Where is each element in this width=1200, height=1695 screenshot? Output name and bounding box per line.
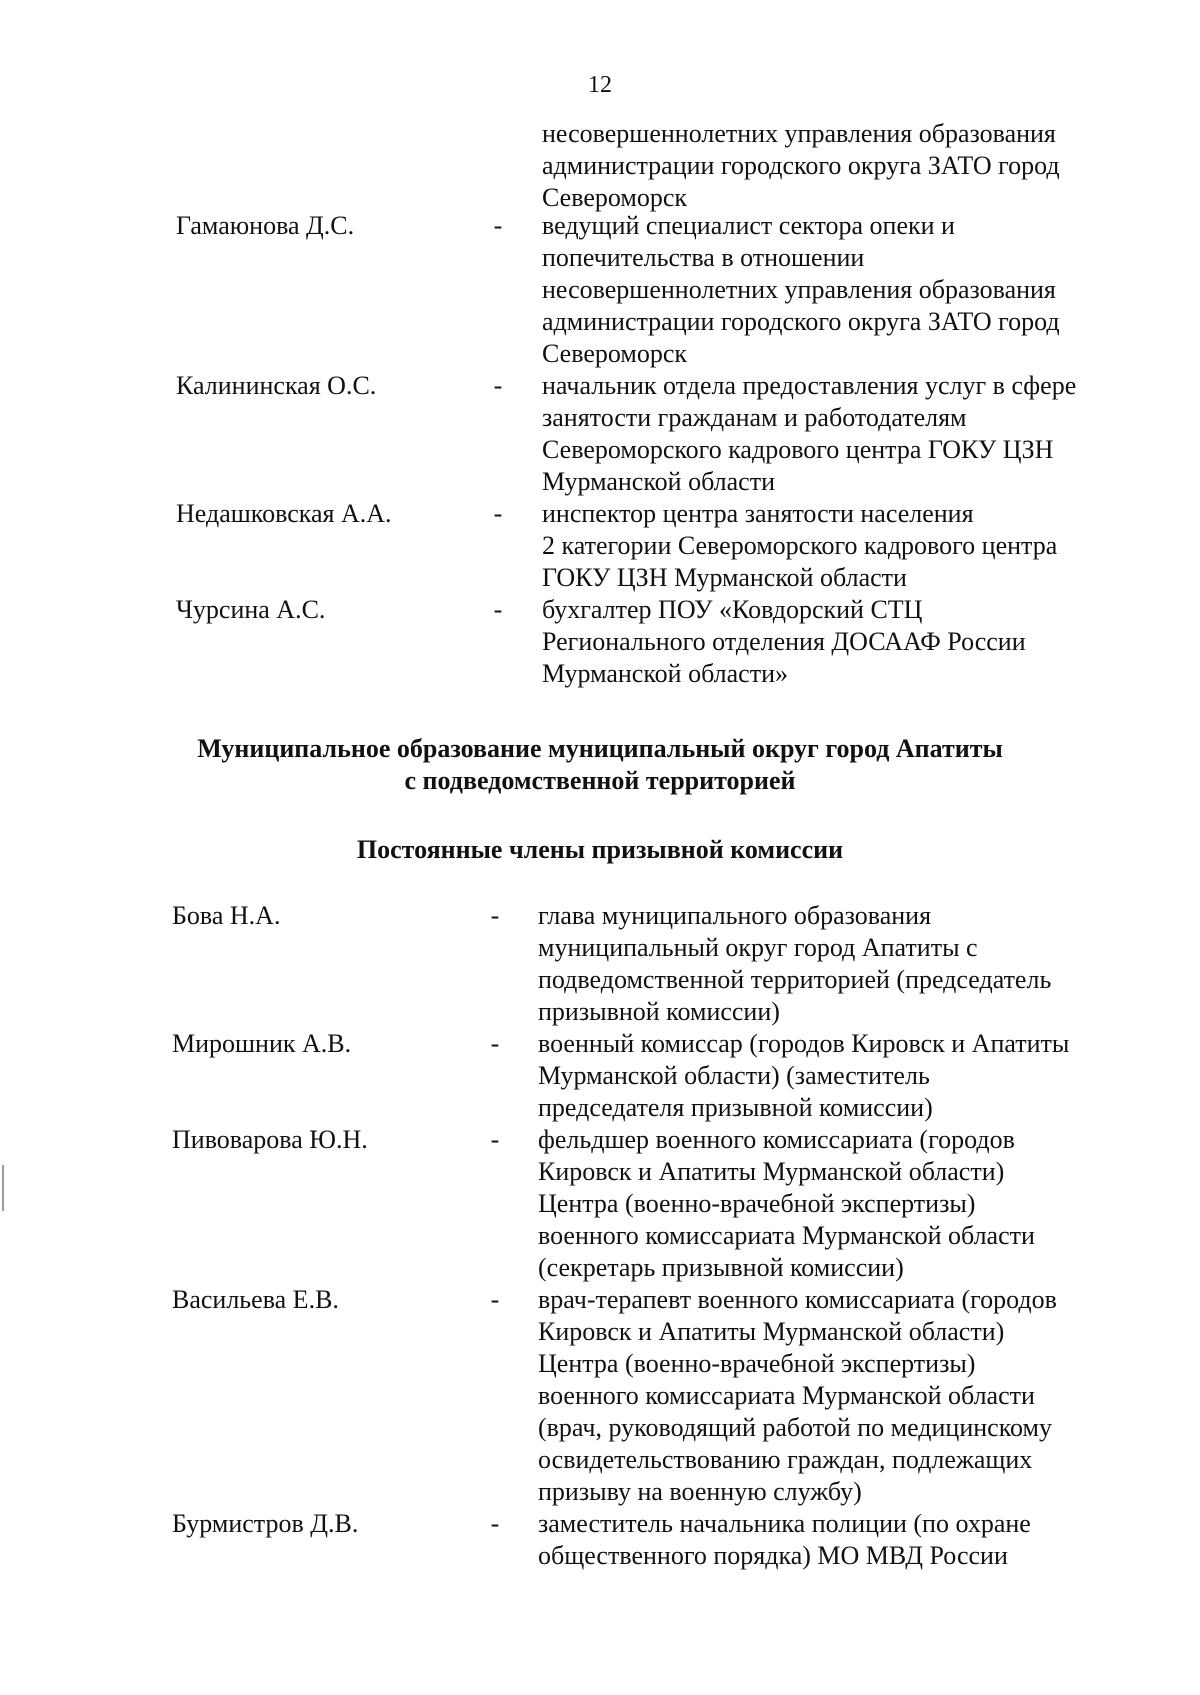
member-row: [0, 1284, 1200, 1508]
section-heading: Муниципальное образование муниципальный округ город Апатиты с подведомственной территорией: [197, 734, 1003, 795]
member-list-severomorsk: [0, 210, 1200, 690]
member-row: [0, 1124, 1200, 1284]
member-row: [0, 1028, 1200, 1124]
member-row: [0, 1508, 1200, 1572]
dash-separator: -: [490, 1125, 500, 1154]
member-row: [0, 900, 1200, 1028]
member-name: Чурсина А.С.: [176, 595, 326, 624]
member-name: Недашковская А.А.: [176, 499, 392, 528]
member-role: начальник отдела предоставления услуг в сфере занятости гражданам и работодателям Североморского кадрового центра ГОКУ ЦЗН Мурманской области: [542, 371, 1077, 496]
member-name: Бурмистров Д.В.: [172, 1509, 359, 1538]
dash-separator: -: [490, 1509, 500, 1538]
member-role: глава муниципального образования муниципальный округ город Апатиты с подведомственной территорией (председатель призывной комиссии): [538, 901, 1052, 1026]
dash-separator: -: [490, 1285, 500, 1314]
member-row: [0, 210, 1200, 370]
member-role: военный комиссар (городов Кировск и Апатиты Мурманской области) (заместитель председателя призывной комиссии): [538, 1029, 1070, 1122]
member-row: [0, 594, 1200, 690]
member-name: Мирошник А.В.: [172, 1029, 352, 1058]
member-role: заместитель начальника полиции (по охране общественного порядка) МО МВД России: [538, 1509, 1031, 1570]
member-role: врач-терапевт военного комиссариата (городов Кировск и Апатиты Мурманской области) Центра (военно-врачебной экспертизы) военного комиссариата Мурманской области (врач, руководящий работой по медицинскому освидетельствованию граждан, подлежащих призыву на военную службу): [538, 1285, 1057, 1506]
dash-separator: -: [490, 901, 500, 930]
dash-separator: -: [493, 595, 503, 624]
dash-separator: -: [490, 1029, 500, 1058]
dash-separator: -: [493, 211, 503, 240]
dash-separator: -: [493, 499, 503, 528]
member-row: [0, 370, 1200, 498]
page-number: 12: [588, 72, 612, 98]
member-row: [0, 498, 1200, 594]
subsection-heading: Постоянные члены призывной комиссии: [356, 835, 844, 864]
member-role: ведущий специалист сектора опеки и попечительства в отношении несовершеннолетних управления образования администрации городского округа ЗАТО город Североморск: [542, 211, 1060, 368]
member-name: Бова Н.А.: [172, 901, 281, 930]
member-name: Калининская О.С.: [176, 371, 377, 400]
member-list-apatity: [0, 900, 1200, 1572]
member-name: Гамаюнова Д.С.: [176, 211, 355, 240]
member-role: фельдшер военного комиссариата (городов Кировск и Апатиты Мурманской области) Центра (военно-врачебной экспертизы) военного комиссариата Мурманской области (секретарь призывной комиссии): [538, 1125, 1035, 1282]
member-name: Пивоварова Ю.Н.: [172, 1125, 368, 1154]
member-role: инспектор центра занятости населения 2 категории Североморского кадрового центра ГОКУ ЦЗН Мурманской области: [542, 499, 1058, 592]
member-name: Васильева Е.В.: [172, 1285, 339, 1314]
scan-margin-mark: [2, 1165, 4, 1211]
dash-separator: -: [493, 371, 503, 400]
continued-role-text: несовершеннолетних управления образования администрации городского округа ЗАТО город Североморск: [542, 119, 1060, 212]
member-role: бухгалтер ПОУ «Ковдорский СТЦ Регионального отделения ДОСААФ России Мурманской области»: [542, 595, 1026, 688]
